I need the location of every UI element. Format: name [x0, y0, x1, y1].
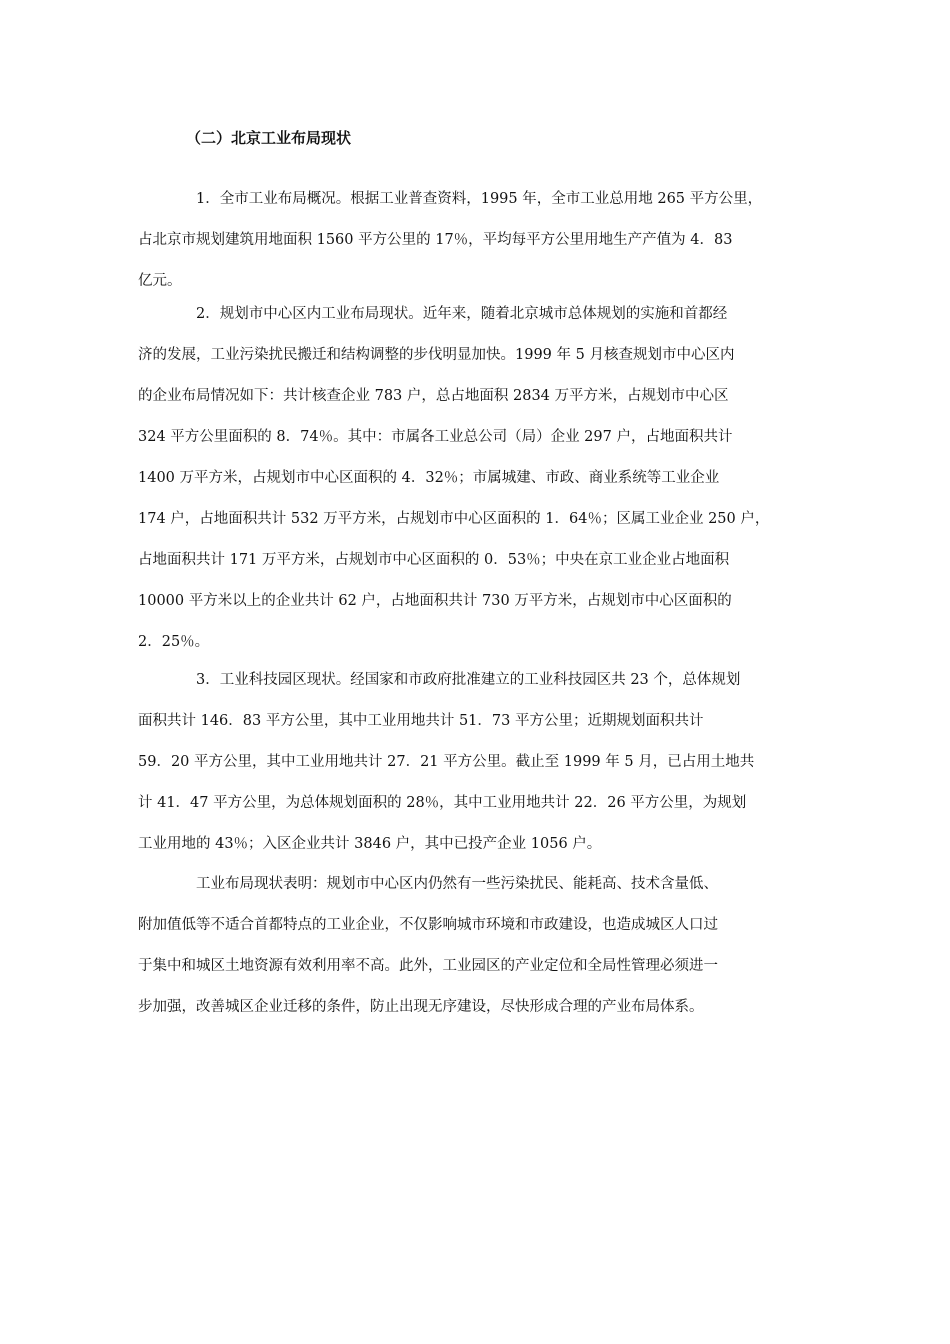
- text-line: 324 平方公里面积的 8．74％。其中：市属各工业总公司（局）企业 297 户，占地面积共计: [138, 429, 733, 445]
- text-line: 附加值低等不适合首都特点的工业企业，不仅影响城市环境和市政建设，也造成城区人口过: [138, 917, 718, 933]
- section-heading: （二）北京工业布局现状: [186, 129, 352, 147]
- text-line: 于集中和城区土地资源有效利用率不高。此外，工业园区的产业定位和全局性管理必须进一: [138, 958, 718, 974]
- text-line: 占地面积共计 171 万平方米，占规划市中心区面积的 0．53％；中央在京工业企业占地面积: [138, 552, 730, 568]
- text-line: 计 41．47 平方公里，为总体规划面积的 28％，其中工业用地共计 22．26 平方公里，为规划: [138, 795, 747, 811]
- text-line: 174 户，占地面积共计 532 万平方米，占规划市中心区面积的 1．64％；区属工业企业 250 户，: [138, 511, 770, 527]
- text-line: 10000 平方米以上的企业共计 62 户，占地面积共计 730 万平方米，占规划市中心区面积的: [138, 593, 732, 609]
- paragraph-overall-layout: [138, 179, 828, 302]
- text-line: 面积共计 146．83 平方公里，其中工业用地共计 51．73 平方公里；近期规划面积共计: [138, 713, 704, 729]
- text-line: 3．工业科技园区现状。经国家和市政府批准建立的工业科技园区共 23 个，总体规划: [196, 672, 741, 688]
- text-line: 59．20 平方公里，其中工业用地共计 27．21 平方公里。截止至 1999 年 5 月，已占用土地共: [138, 754, 755, 770]
- text-line: 2．规划市中心区内工业布局现状。近年来，随着北京城市总体规划的实施和首都经: [196, 306, 728, 322]
- paragraph-conclusion: [138, 864, 828, 1028]
- paragraph-tech-parks: [138, 660, 828, 865]
- text-line: 步加强，改善城区企业迁移的条件，防止出现无序建设，尽快形成合理的产业布局体系。: [138, 999, 704, 1015]
- paragraph-city-center-layout: [138, 294, 828, 663]
- text-line: 1．全市工业布局概况。根据工业普查资料，1995 年，全市工业总用地 265 平方公里，: [196, 191, 763, 207]
- text-line: 2．25％。: [138, 634, 210, 650]
- text-line: 亿元。: [138, 273, 182, 289]
- text-line: 工业用地的 43％；入区企业共计 3846 户，其中已投产企业 1056 户。: [138, 836, 602, 852]
- text-line: 济的发展，工业污染扰民搬迁和结构调整的步伐明显加快。1999 年 5 月核查规划市中心区内: [138, 347, 735, 363]
- text-line: 占北京市规划建筑用地面积 1560 平方公里的 17％，平均每平方公里用地生产产值为 4．83: [138, 232, 733, 248]
- text-line: 工业布局现状表明：规划市中心区内仍然有一些污染扰民、能耗高、技术含量低、: [196, 876, 718, 892]
- text-line: 的企业布局情况如下：共计核查企业 783 户，总占地面积 2834 万平方米，占规划市中心区: [138, 388, 729, 404]
- text-line: 1400 万平方米，占规划市中心区面积的 4．32％；市属城建、市政、商业系统等工业企业: [138, 470, 720, 486]
